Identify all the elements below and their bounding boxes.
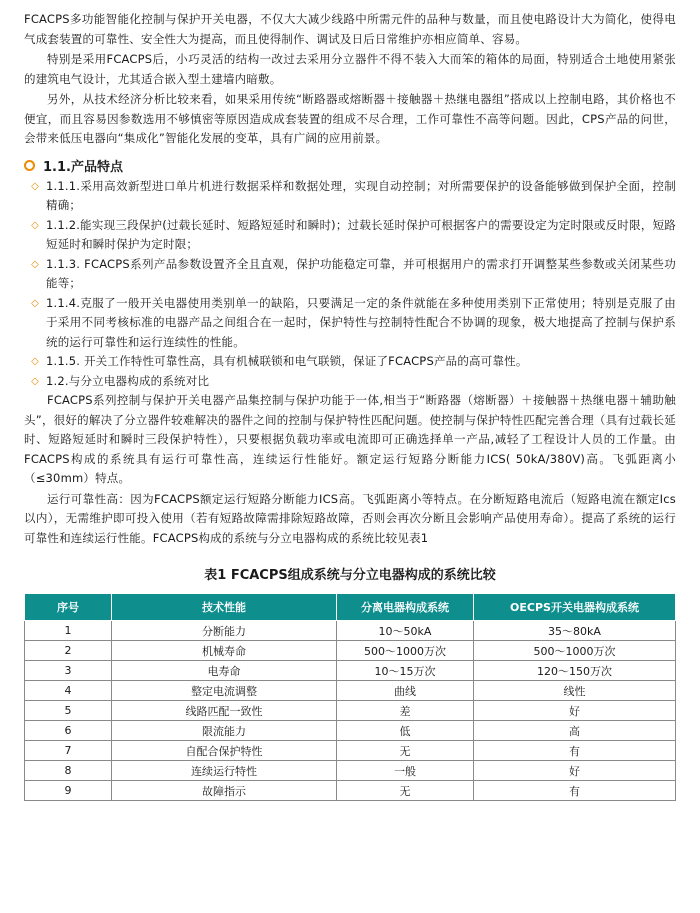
section-heading [24,156,676,175]
diamond-icon: ◇ [31,356,39,367]
table-cell: 限流能力 [112,721,337,741]
table-cell: 低 [337,721,474,741]
feature-item-text: 1.1.2.能实现三段保护(过载长延时、短路短延时和瞬时)；过载长延时保护可根据客户的需要设定为定时限或反时限，短路短延时和瞬时保护为定时限； [46,217,676,251]
comparison-table [24,593,676,801]
header-cell: 技术性能 [112,594,337,621]
feature-item [24,255,676,294]
diamond-icon: ◇ [31,219,39,231]
diamond-icon: ◇ [31,258,39,270]
table-row [25,661,676,681]
table-cell: 连续运行特性 [112,761,337,781]
feature-item [24,177,676,216]
body-paragraph-1: FCACPS系列控制与保护开关电器产品集控制与保护功能于一体,相当于“断路器（熔断器）＋接触器＋热继电器＋辅助触头”，很好的解决了分立器件较难解决的器件之间的控制与保护特性匹配问题。使控制与保护特性匹配完善合理（具有过载长延时、短路短延时和瞬时三段保护特性），只要根据负载功率或电流即可正确选择单一产品,减轻了工程设计人员的工作量。由FCACPS构成的系统具有运行可靠性高，连续运行性能好。额定运行短路分断能力ICS( 50kA/380V)高。飞弧距离小（≤30mm）特点。 [24,393,676,485]
table-cell: 8 [25,761,112,781]
circle-icon [24,160,35,171]
table-cell: 无 [337,781,474,801]
table-cell: 故障指示 [112,781,337,801]
section-title: 1.1.产品特点 [43,159,123,175]
table-cell: 500～1000万次 [337,641,474,661]
table-cell: 机械寿命 [112,641,337,661]
table-row [25,781,676,801]
table-cell: 9 [25,781,112,801]
table-cell: 好 [474,761,676,781]
intro-paragraph-2: 特别是采用FCACPS后，小巧灵活的结构一改过去采用分立器件不得不装入大而笨的箱体的局面，特别适合土地使用紧张的建筑电气设计，尤其适合嵌入型土建墙内暗敷。 [24,52,676,86]
header-cell: 序号 [25,594,112,621]
feature-item-text: 1.1.3. FCACPS系列产品参数设置齐全且直观，保护功能稳定可靠，并可根据用户的需求打开调整某些参数或关闭某些功能等； [46,256,676,290]
table-header-row [25,594,676,621]
table-cell: 4 [25,681,112,701]
header-cell: OECPS开关电器构成系统 [474,594,676,621]
feature-item-text: 1.1.4.克服了一般开关电器使用类别单一的缺陷，只要满足一定的条件就能在多种使用类别下正常使用；特别是克服了由于采用不同考核标准的电器产品之间组合在一起时，保护特性与控制特性配合不协调的现象，极大地提高了控制与保护系统的运行可靠性和运行连续性的性能。 [46,295,676,349]
table-row [25,701,676,721]
table-cell: 高 [474,721,676,741]
diamond-icon: ◇ [31,375,39,387]
table-cell: 1 [25,621,112,641]
table-cell: 线性 [474,681,676,701]
table-cell: 分断能力 [112,621,337,641]
body-paragraph-2: 运行可靠性高：因为FCACPS额定运行短路分断能力ICS高。飞弧距离小等特点。在分断短路电流后（短路电流在额定Ics以内），无需维护即可投入使用（若有短路故障需排除短路故障，否则会再次分断且会影响产品使用寿命）。提高了系统的运行可靠性和连续运行性能。FCACPS构成的系统与分立电器构成的系统比较见表1 [24,491,676,545]
feature-item [24,372,676,392]
table-cell: 自配合保护特性 [112,741,337,761]
table-row [25,741,676,761]
table-cell: 3 [25,661,112,681]
diamond-icon: ◇ [31,297,39,309]
table-cell: 无 [337,741,474,761]
table-cell: 电寿命 [112,661,337,681]
feature-item-text: 1.1.5. 开关工作特性可靠性高，具有机械联锁和电气联锁，保证了FCACPS产品的高可靠性。 [46,354,528,368]
table-cell: 10～15万次 [337,661,474,681]
header-cell: 分离电器构成系统 [337,594,474,621]
feature-item [24,294,676,353]
feature-item-text: 1.1.1.采用高效新型进口单片机进行数据采样和数据处理，实现自动控制；对所需要保护的设备能够做到保护全面，控制精确； [46,178,676,212]
table-row [25,721,676,741]
table-cell: 曲线 [337,681,474,701]
table-row [25,621,676,641]
table-cell: 6 [25,721,112,741]
table-cell: 一般 [337,761,474,781]
table-row [25,641,676,661]
table-cell: 120～150万次 [474,661,676,681]
table-cell: 有 [474,781,676,801]
table-cell: 7 [25,741,112,761]
intro-paragraph-1: FCACPS多功能智能化控制与保护开关电器，不仅大大减少线路中所需元件的品种与数量，而且使电路设计大为简化，使得电气成套装置的可靠性、安全性大为提高，而且使得制作、调试及日后日常维护亦相应简单、容易。 [24,12,676,46]
feature-item [24,352,676,372]
feature-item-text: 1.2.与分立电器构成的系统对比 [46,373,210,388]
table-row [25,761,676,781]
table-cell: 2 [25,641,112,661]
feature-item [24,216,676,255]
intro-paragraph-3: 另外，从技术经济分析比较来看，如果采用传统“断路器或熔断器＋接触器＋热继电器组”搭成以上控制电路，其价格也不便宜，而且容易因参数选用不够慎密等原因造成成套装置的组成不尽合理，工作可靠性不高等问题。因此，CPS产品的问世，会带来低压电器向“集成化”智能化发展的变革，具有广阔的应用前景。 [24,92,676,145]
table-cell: 35～80kA [474,621,676,641]
table-cell: 5 [25,701,112,721]
diamond-icon: ◇ [31,180,39,192]
table-cell: 好 [474,701,676,721]
table-cell: 500～1000万次 [474,641,676,661]
table-cell: 差 [337,701,474,721]
table-row [25,681,676,701]
table-cell: 整定电流调整 [112,681,337,701]
table-title: 表1 FCACPS组成系统与分立电器构成的系统比较 [204,568,496,583]
table-cell: 10～50kA [337,621,474,641]
table-cell: 有 [474,741,676,761]
table-cell: 线路匹配一致性 [112,701,337,721]
